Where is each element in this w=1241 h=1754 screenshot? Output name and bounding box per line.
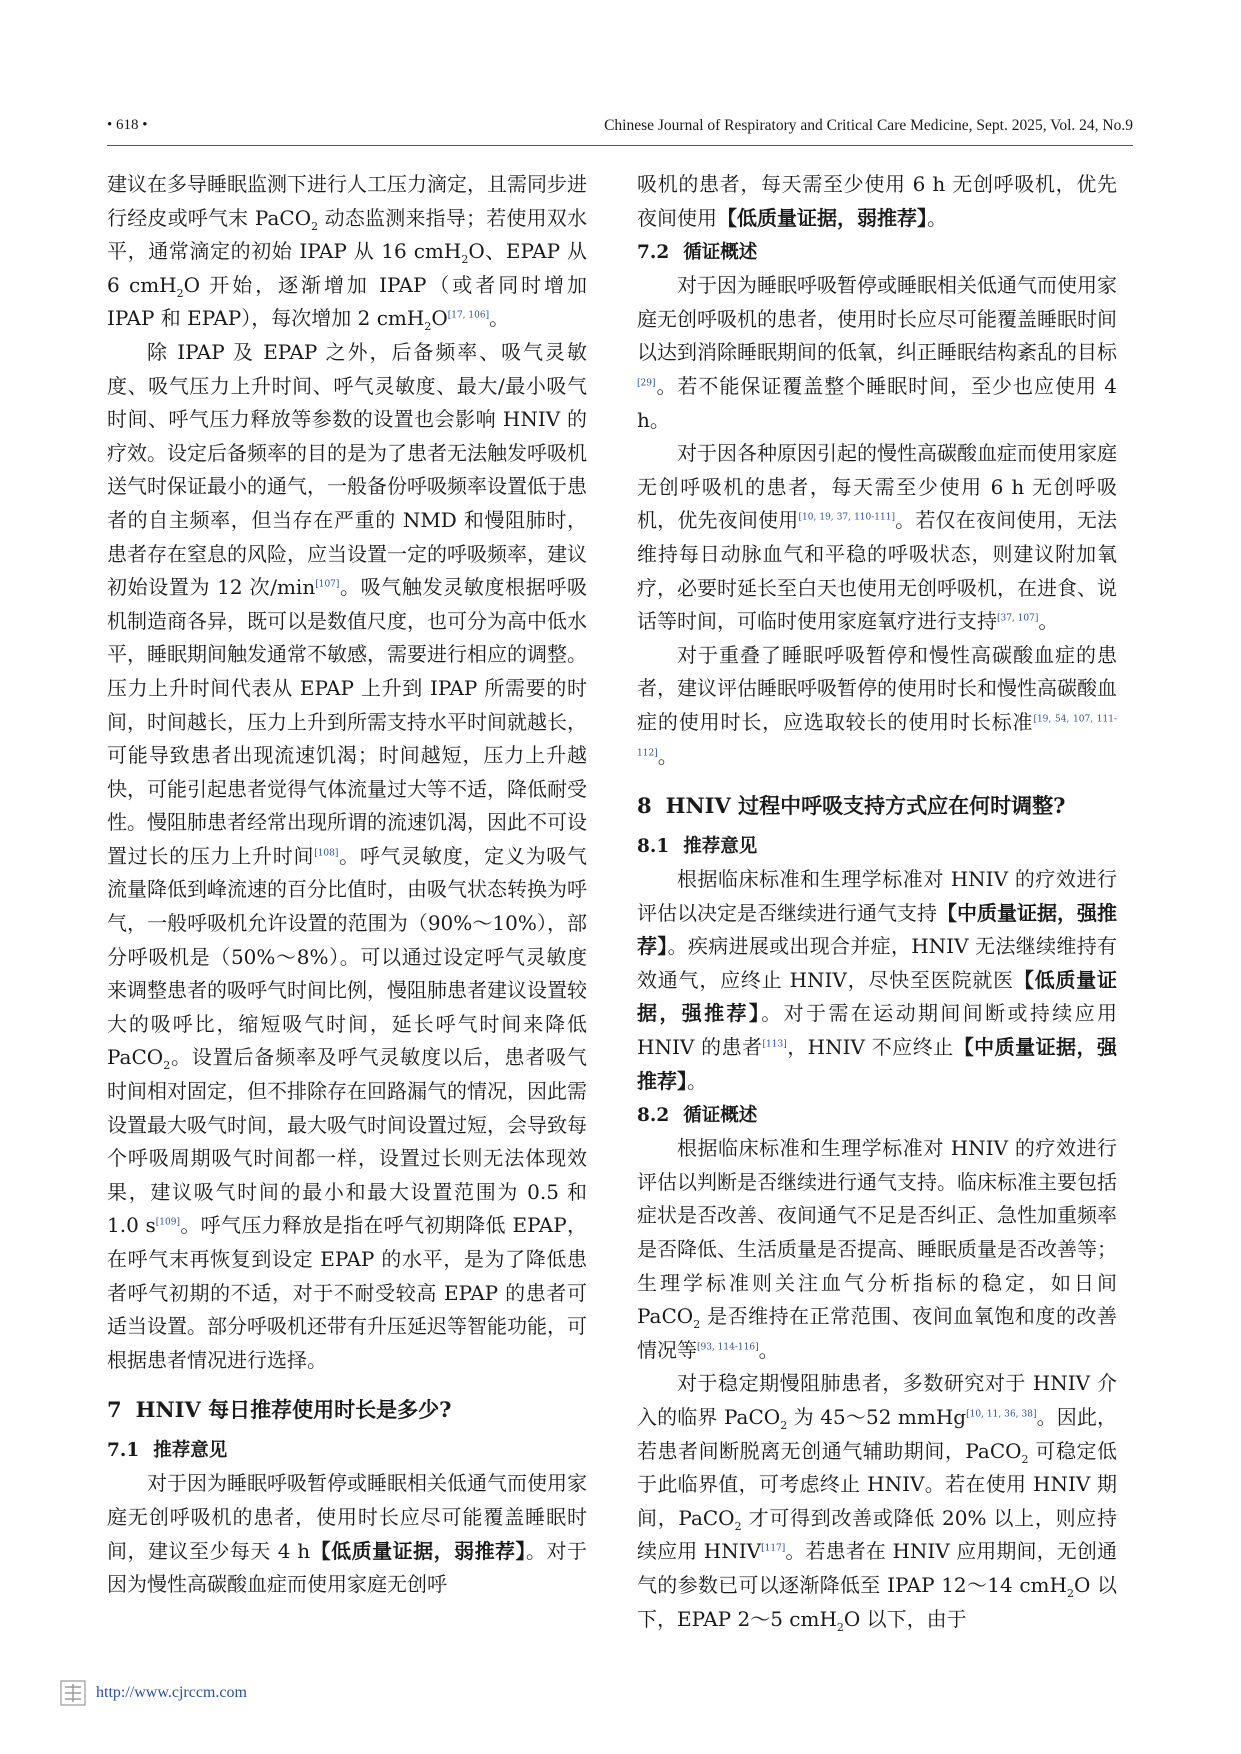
subscript: 2 — [734, 1519, 742, 1533]
subscript: 2 — [780, 1419, 788, 1432]
subsection-heading — [637, 1100, 1117, 1132]
recommendation-grade: 【中质量证据，强推荐】 — [637, 1035, 1117, 1093]
section-number: 8 — [637, 793, 652, 819]
citation-ref: [17, 106] — [447, 310, 490, 321]
header-rule — [107, 145, 1133, 146]
citation-ref: [117] — [761, 1543, 786, 1554]
footer-url-link[interactable]: http://www.cjrccm.com — [96, 1684, 247, 1701]
recommendation-grade: 【低质量证据，强推荐】 — [637, 967, 1117, 1026]
paragraph: 根据临床标准和生理学标准对 HNIV 的疗效进行评估以判断是否继续进行通气支持。临床标准主要包括症状是否改善、夜间通气不足是否纠正、急性加重频率是否降低、生活质量是否提高、睡眠质量是否改善等；生理学标准则关注血气分析指标的稳定，如日间 PaCO$_2$ 是否维持在正常范围、夜间血氧饱和度的改善情况等[93, 114-116]。 — [637, 1136, 1117, 1362]
subsection-heading — [637, 237, 1117, 269]
citation-ref: [10, 19, 37, 110-111] — [798, 512, 895, 523]
running-header: Chinese Journal of Respiratory and Critical Care Medicine, Sept. 2025, Vol. 24, No.9 — [604, 117, 1133, 134]
section-heading — [107, 1395, 587, 1425]
paragraph: 对于重叠了睡眠呼吸暂停和慢性高碳酸血症的患者，建议评估睡眠呼吸暂停的使用时长和慢性高碳酸血症的使用时长，应选取较长的使用时长标准[19, 54, 107, 111-112]。 — [637, 642, 1118, 768]
subscript: 2 — [836, 1620, 844, 1634]
paragraph: 对于稳定期慢阻肺患者，多数研究对于 HNIV 介入的临界 PaCO$_2$ 为 45～52 mmHg[10, 11, 36, 38]。因此，若患者间断脱离无创通气辅助期间，PaCO$_2$ 可稳定低于此临界值，可考虑终止 HNIV。若在使用 HNIV 期间，PaCO$_2$ 才可得到改善或降低 20% 以上，则应持续应用 HNIV[117]。若患者在 HNIV 应用期间，无创通气的参数已可以逐渐降低至 IPAP 12～14 cmH$_2$O 以下，EPAP 2～5 cmH$_2$O 以下，由于 — [637, 1371, 1118, 1634]
paragraph: 建议在多导睡眠监测下进行人工压力滴定，且需同步进行经皮或呼气末 PaCO$_2$ 动态监测来指导；若使用双水平，通常滴定的初始 IPAP 从 16 cmH$_2$O、EPAP 从 6 cmH$_2$O 开始，逐渐增加 IPAP（或者同时增加 IPAP 和 EPAP），每次增加 2 cmH$_2$O[17, 106]。 — [107, 172, 588, 334]
citation-ref: [109] — [155, 1217, 180, 1228]
subsection-title: 循证概述 — [683, 1105, 758, 1127]
recommendation-grade: 【中质量证据，强推荐】 — [637, 900, 1117, 959]
subsection-heading — [637, 831, 1117, 863]
subsection-title: 循证概述 — [683, 242, 758, 264]
section-title: HNIV 过程中呼吸支持方式应在何时调整? — [665, 793, 1066, 819]
citation-ref: [108] — [314, 848, 339, 859]
section-heading — [637, 791, 1117, 821]
recommendation-grade: 【低质量证据，弱推荐】 — [717, 205, 927, 230]
citation-ref: [113] — [762, 1039, 787, 1050]
citation-ref: [93, 114-116] — [697, 1342, 759, 1353]
paragraph: 对于因为睡眠呼吸暂停或睡眠相关低通气而使用家庭无创呼吸机的患者，使用时长应尽可能覆盖睡眠时间以达到消除睡眠期间的低氧，纠正睡眠结构紊乱的目标[29]。若不能保证覆盖整个睡眠时间，至少也应使用 4 h。 — [637, 273, 1117, 432]
citation-ref: [37, 107] — [997, 613, 1039, 624]
journal-logo-icon — [60, 1680, 86, 1706]
right-column — [637, 168, 1117, 1636]
subscript: 2 — [163, 1059, 171, 1073]
paragraph: 根据临床标准和生理学标准对 HNIV 的疗效进行评估以决定是否继续进行通气支持【中质量证据，强推荐】。疾病进展或出现合并症，HNIV 无法继续维持有效通气，应终止 HNIV，尽快至医院就医【低质量证据，强推荐】。对于需在运动期间间断或持续应用 HNIV 的患者[113]，HNIV 不应终止【中质量证据，强推荐】。 — [637, 867, 1118, 1093]
subscript: 2 — [424, 320, 432, 334]
subsection-heading — [107, 1435, 587, 1467]
section-title: HNIV 每日推荐使用时长是多少? — [135, 1397, 452, 1423]
subsection-number: 7.1 — [107, 1440, 140, 1462]
section-number: 7 — [107, 1397, 122, 1423]
subscript: 2 — [693, 1318, 701, 1332]
subsection-number: 8.2 — [637, 1105, 670, 1127]
recommendation-grade: 【低质量证据，弱推荐】 — [310, 1538, 527, 1563]
citation-ref: [19, 54, 107, 111-112] — [637, 714, 1118, 758]
subscript: 2 — [176, 286, 184, 300]
subsection-title: 推荐意见 — [153, 1440, 228, 1462]
paragraph: 对于因各种原因引起的慢性高碳酸血症而使用家庭无创呼吸机的患者，每天需至少使用 6 h 无创呼吸机，优先夜间使用[10, 19, 37, 110-111]。若仅在夜间使用，无法维持每日动脉血气和平稳的呼吸状态，则建议附加氧疗，必要时延长至白天也使用无创呼吸机，在进食、说话等时间，可临时使用家庭氧疗进行支持[37, 107]。 — [637, 441, 1118, 634]
citation-ref: [29] — [637, 378, 656, 389]
subscript: 2 — [311, 219, 319, 233]
subsection-number: 8.1 — [637, 836, 670, 858]
paragraph: 吸机的患者，每天需至少使用 6 h 无创呼吸机，优先夜间使用【低质量证据，弱推荐】。 — [637, 172, 1117, 230]
subscript: 2 — [1021, 1452, 1029, 1466]
paragraph: 对于因为睡眠呼吸暂停或睡眠相关低通气而使用家庭无创呼吸机的患者，使用时长应尽可能覆盖睡眠时间，建议至少每天 4 h【低质量证据，弱推荐】。对于因为慢性高碳酸血症而使用家庭无创呼 — [107, 1471, 588, 1597]
citation-ref: [10, 11, 36, 38] — [966, 1409, 1037, 1420]
paragraph: 除 IPAP 及 EPAP 之外，后备频率、吸气灵敏度、吸气压力上升时间、呼气灵敏度、最大/最小吸气时间、呼气压力释放等参数的设置也会影响 HNIV 的疗效。设定后备频率的目的是为了患者无法触发呼吸机送气时保证最小的通气，一般备份呼吸频率设置低于患者的自主频率，但当存在严重的 NMD 和慢阻肺时，患者存在窒息的风险，应当设置一定的呼吸频率，建议初始设置为 12 次/min[107]。吸气触发灵敏度根据呼吸机制造商各异，既可以是数值尺度，也可分为高中低水平，睡眠期间触发通常不敏感，需要进行相应的调整。压力上升时间代表从 EPAP 上升到 IPAP 所需要的时间，时间越长，压力上升到所需支持水平时间就越长，可能导致患者出现流速饥渴；时间越短，压力上升越快，可能引起患者觉得气体流量过大等不适，降低耐受性。慢阻肺患者经常出现所谓的流速饥渴，因此不可设置过长的压力上升时间[108]。呼气灵敏度，定义为吸气流量降低到峰流速的百分比值时，由吸气状态转换为呼气，一般呼吸机允许设置的范围为（90%～10%），部分呼吸机是（50%～8%）。可以通过设定呼气灵敏度来调整患者的吸呼气时间比例，慢阻肺患者建议设置较大的吸呼比，缩短吸气时间，延长呼气时间来降低 PaCO$_2$。设置后备频率及呼气灵敏度以后，患者吸气时间相对固定，但不排除存在回路漏气的情况，因此需设置最大吸气时间，最大吸气时间设置过短，会导致每个呼吸周期吸气时间都一样，设置过长则无法体现效果，建议吸气时间的最小和最大设置范围为 0.5 和 1.0 s[109]。呼气压力释放是指在呼气初期降低 EPAP，在呼气末再恢复到设定 EPAP 的水平，是为了降低患者呼气初期的不适，对于不耐受较高 EPAP 的患者可适当设置。部分呼吸机还带有升压延迟等智能功能，可根据患者情况进行选择。 — [107, 339, 588, 1372]
subsection-title: 推荐意见 — [683, 836, 758, 858]
left-column — [107, 168, 587, 1602]
subscript: 2 — [1066, 1586, 1074, 1600]
page-number: • 618 • — [107, 117, 148, 133]
subsection-number: 7.2 — [637, 242, 670, 264]
subscript: 2 — [461, 253, 469, 267]
citation-ref: [107] — [315, 579, 340, 590]
